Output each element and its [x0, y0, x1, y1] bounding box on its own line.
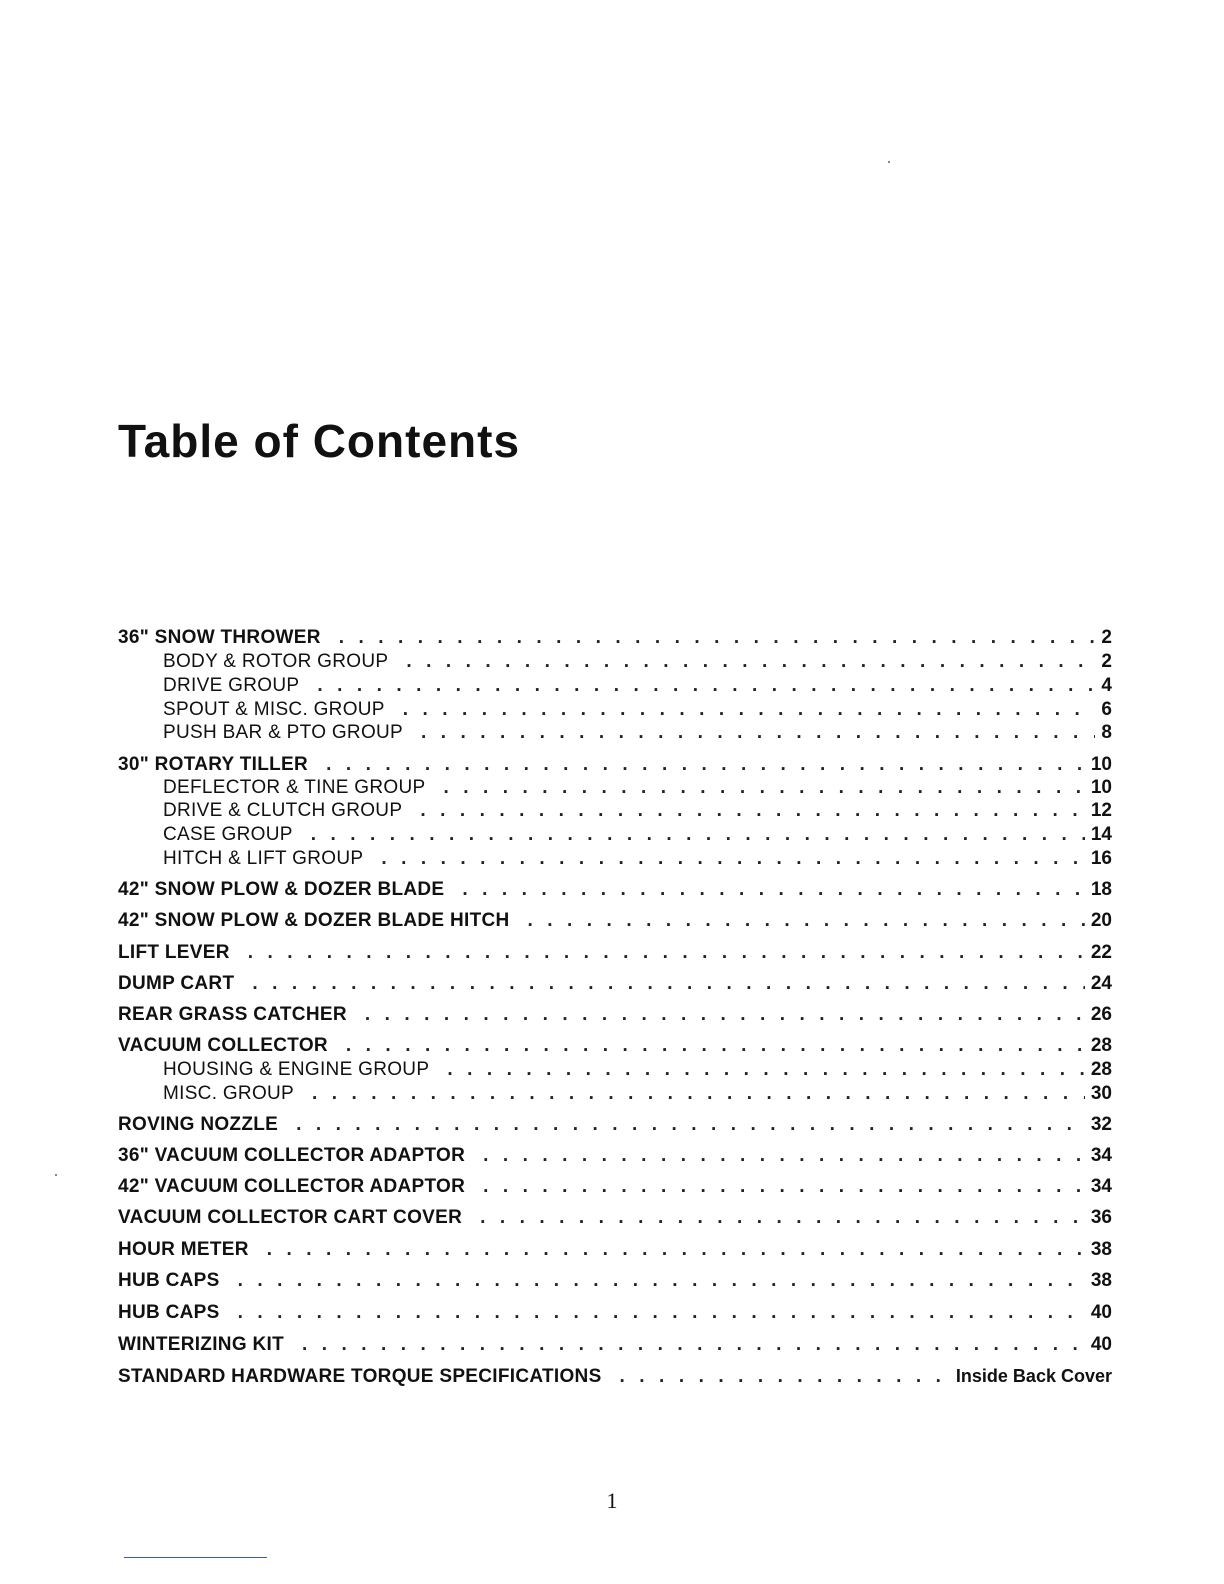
toc-entry-case-group — [118, 824, 1112, 846]
dot-leader — [483, 1145, 1085, 1167]
toc-entry-label: HOUR METER — [118, 1239, 249, 1260]
toc-entry-label: VACUUM COLLECTOR CART COVER — [118, 1207, 463, 1228]
toc-entry-label: 36" VACUUM COLLECTOR ADAPTOR — [118, 1145, 466, 1166]
toc-entry-page: 18 — [1090, 879, 1112, 900]
dot-leader — [381, 848, 1085, 870]
dot-leader — [296, 1114, 1085, 1136]
toc-entry-page: 12 — [1090, 800, 1112, 821]
toc-entry-page: 26 — [1090, 1004, 1112, 1025]
toc-entry-page: 2 — [1101, 651, 1112, 672]
toc-entry-label: 30" ROTARY TILLER — [118, 754, 309, 775]
toc-entry-spout-misc-group — [118, 699, 1112, 721]
toc-entry-page: 28 — [1090, 1059, 1112, 1080]
toc-entry-page: 28 — [1090, 1035, 1112, 1056]
toc-entry-hitch-lift-group — [118, 848, 1112, 870]
dot-leader — [252, 973, 1085, 995]
toc-entry-rotary-tiller — [118, 754, 1112, 776]
dot-leader — [447, 1059, 1085, 1081]
toc-entry-label: STANDARD HARDWARE TORQUE SPECIFICATIONS — [118, 1366, 602, 1387]
dot-leader — [483, 1176, 1085, 1198]
dot-leader — [480, 1207, 1085, 1229]
toc-entry-label: 42" SNOW PLOW & DOZER BLADE HITCH — [118, 910, 510, 931]
toc-entry-36-vacuum-collector-adaptor — [118, 1145, 1112, 1167]
scan-speck — [55, 1174, 57, 1176]
toc-entry-page: 36 — [1090, 1207, 1112, 1228]
dot-leader — [317, 675, 1095, 697]
toc-entry-label: WINTERIZING KIT — [118, 1334, 284, 1355]
toc-entry-hub-caps — [118, 1302, 1112, 1324]
toc-entry-page: 30 — [1090, 1083, 1112, 1104]
toc-entry-label: REAR GRASS CATCHER — [118, 1004, 347, 1025]
toc-entry-page: 32 — [1090, 1114, 1112, 1135]
dot-leader — [365, 1004, 1085, 1026]
toc-entry-push-bar-pto-group — [118, 722, 1112, 744]
toc-entry-page: 20 — [1090, 910, 1112, 931]
toc-entry-label: HITCH & LIFT GROUP — [163, 848, 364, 869]
toc-entry-roving-nozzle — [118, 1114, 1112, 1136]
toc-entry-hub-caps — [118, 1270, 1112, 1292]
toc-entry-label: DRIVE GROUP — [163, 675, 300, 696]
toc-entry-page: 14 — [1090, 824, 1112, 845]
toc-entry-label: BODY & ROTOR GROUP — [163, 651, 389, 672]
toc-entry-lift-lever — [118, 942, 1112, 964]
toc-entry-label: DEFLECTOR & TINE GROUP — [163, 777, 426, 798]
toc-entry-deflector-tine-group — [118, 777, 1112, 799]
toc-entry-dump-cart — [118, 973, 1112, 995]
toc-entry-drive-group — [118, 675, 1112, 697]
dot-leader — [339, 627, 1096, 649]
toc-entry-page: 6 — [1101, 699, 1112, 720]
toc-entry-page: 38 — [1090, 1270, 1112, 1291]
toc-entry-page: 34 — [1090, 1176, 1112, 1197]
toc-entry-vacuum-collector-cart-cover — [118, 1207, 1112, 1229]
dot-leader — [238, 1302, 1085, 1324]
toc-entry-page: 22 — [1090, 942, 1112, 963]
toc-entry-label: 36" SNOW THROWER — [118, 627, 321, 648]
dot-leader — [403, 699, 1096, 721]
page-title: Table of Contents — [118, 415, 521, 467]
toc-entry-42-vacuum-collector-adaptor — [118, 1176, 1112, 1198]
toc-entry-vacuum-collector — [118, 1035, 1112, 1057]
toc-entry-snow-plow-dozer-blade — [118, 879, 1112, 901]
dot-leader — [462, 879, 1084, 901]
toc-entry-page: 8 — [1101, 722, 1112, 743]
toc-entry-page: 40 — [1090, 1302, 1112, 1323]
toc-entry-label: 42" SNOW PLOW & DOZER BLADE — [118, 879, 445, 900]
dot-leader — [421, 722, 1095, 744]
toc-entry-body-rotor-group — [118, 651, 1112, 673]
footer-rule — [124, 1557, 267, 1558]
dot-leader — [238, 1270, 1085, 1292]
toc-entry-label: CASE GROUP — [163, 824, 293, 845]
dot-leader — [443, 777, 1084, 799]
toc-entry-label: DUMP CART — [118, 973, 235, 994]
toc-entry-hour-meter — [118, 1239, 1112, 1261]
toc-entry-label: MISC. GROUP — [163, 1083, 295, 1104]
toc-entry-page: 16 — [1090, 848, 1112, 869]
toc-entry-rear-grass-catcher — [118, 1004, 1112, 1026]
toc-entry-label: 42" VACUUM COLLECTOR ADAPTOR — [118, 1176, 466, 1197]
toc-entry-standard-hardware-torque-specifications — [118, 1365, 1112, 1387]
toc-entry-page: 10 — [1090, 754, 1112, 775]
page-number: 1 — [606, 1488, 618, 1513]
dot-leader — [620, 1366, 950, 1388]
toc-entry-page: 4 — [1101, 675, 1112, 696]
toc-entry-label: VACUUM COLLECTOR — [118, 1035, 328, 1056]
toc-entry-page: 34 — [1090, 1145, 1112, 1166]
toc-entry-label: ROVING NOZZLE — [118, 1114, 279, 1135]
scan-speck — [888, 161, 890, 163]
dot-leader — [248, 942, 1085, 964]
toc-entry-label: DRIVE & CLUTCH GROUP — [163, 800, 403, 821]
dot-leader — [312, 1083, 1085, 1105]
dot-leader — [302, 1334, 1085, 1356]
toc-entry-page: 40 — [1090, 1334, 1112, 1355]
toc-entry-page: 10 — [1090, 777, 1112, 798]
toc-entry-housing-engine-group — [118, 1059, 1112, 1081]
toc-entry-drive-clutch-group — [118, 800, 1112, 822]
toc-entry-misc-group — [118, 1083, 1112, 1105]
toc-entry-label: SPOUT & MISC. GROUP — [163, 699, 385, 720]
toc-entry-snow-plow-dozer-blade-hitch — [118, 910, 1112, 932]
toc-entry-label: HUB CAPS — [118, 1270, 220, 1291]
dot-leader — [406, 651, 1095, 673]
toc-entry-label: HOUSING & ENGINE GROUP — [163, 1059, 430, 1080]
dot-leader — [528, 910, 1085, 932]
toc-entry-snow-thrower — [118, 627, 1112, 649]
table-of-contents — [118, 0, 1112, 1584]
toc-entry-label: LIFT LEVER — [118, 942, 230, 963]
dot-leader — [311, 824, 1085, 846]
dot-leader — [267, 1239, 1085, 1261]
toc-entry-label: PUSH BAR & PTO GROUP — [163, 722, 404, 743]
toc-entry-winterizing-kit — [118, 1334, 1112, 1356]
toc-entry-page: 38 — [1090, 1239, 1112, 1260]
dot-leader — [346, 1035, 1085, 1057]
toc-entry-page: 2 — [1101, 627, 1112, 648]
dot-leader — [326, 754, 1085, 776]
toc-entry-label: HUB CAPS — [118, 1302, 220, 1323]
toc-entry-page: 24 — [1090, 973, 1112, 994]
dot-leader — [420, 800, 1085, 822]
toc-entry-page: Inside Back Cover — [955, 1366, 1112, 1386]
